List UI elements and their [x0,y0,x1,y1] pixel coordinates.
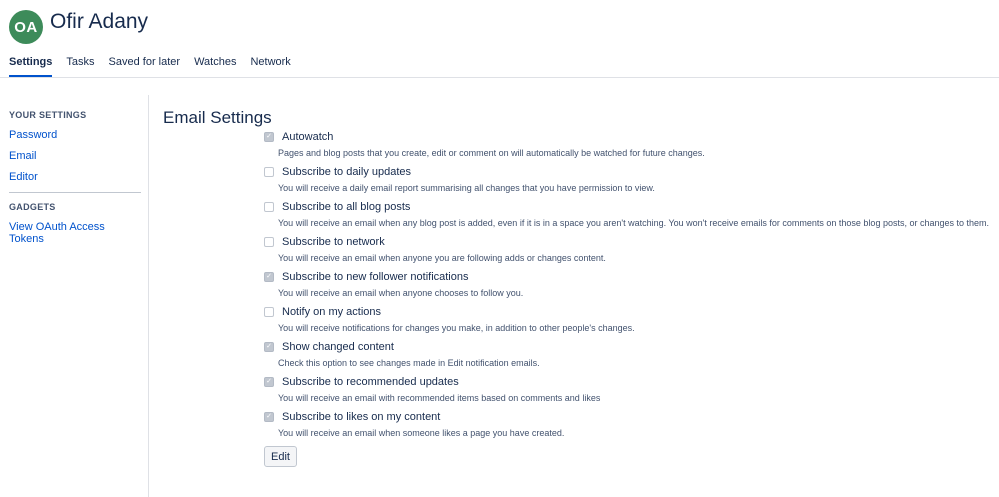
option-label[interactable]: Notify on my actions [282,306,382,318]
user-name: Ofir Adany [50,10,149,33]
sidebar-item-editor[interactable]: Editor [9,171,38,183]
option-checkbox[interactable] [264,132,274,142]
tabs-divider [0,77,999,78]
option-label[interactable]: Subscribe to network [282,236,385,248]
option-checkbox[interactable] [264,377,274,387]
email-option [263,129,989,164]
email-option [263,339,989,374]
option-description: You will receive a daily email report summarising all changes that you have permission to view. [278,183,655,193]
option-description: You will receive an email with recommended items based on comments and likes [278,393,601,403]
option-checkbox[interactable] [264,412,274,422]
option-checkbox[interactable] [264,237,274,247]
option-checkbox[interactable] [264,167,274,177]
profile-header [9,10,148,44]
option-description: Pages and blog posts that you create, edit or comment on will automatically be watched for future changes. [278,148,705,158]
option-checkbox[interactable] [264,202,274,212]
email-option [263,304,989,339]
option-row [263,199,989,215]
email-option [263,164,989,199]
checkmark-icon: ✓ [266,413,272,420]
option-label[interactable]: Show changed content [282,341,394,353]
checkmark-icon: ✓ [266,273,272,280]
option-row [263,374,989,390]
option-checkbox[interactable] [264,272,274,282]
option-description: You will receive an email when anyone you are following adds or changes content. [278,253,606,263]
tab-watches[interactable]: Watches [194,56,237,68]
checkmark-icon: ✓ [266,378,272,385]
page-title: Email Settings [163,108,272,127]
checkmark-icon: ✓ [266,343,272,350]
gadgets-heading: GADGETS [9,202,56,212]
email-option [263,199,989,234]
option-label[interactable]: Subscribe to recommended updates [282,376,459,388]
option-row [263,339,989,355]
option-description: You will receive an email when anyone chooses to follow you. [278,288,524,298]
option-row [263,129,989,145]
email-options-list [263,129,989,444]
tab-saved-for-later[interactable]: Saved for later [108,56,181,68]
checkmark-icon: ✓ [266,133,272,140]
email-option [263,409,989,444]
email-option [263,269,989,304]
sidebar-item-email[interactable]: Email [9,150,37,162]
tab-tasks[interactable]: Tasks [66,56,95,68]
option-checkbox[interactable] [264,342,274,352]
option-description: You will receive an email when any blog post is added, even if it is in a space you aren't watching. You won't receive emails for comments on those blog posts, or changes to them. [278,218,990,228]
sidebar-divider [9,192,141,193]
email-option [263,234,989,269]
option-label[interactable]: Subscribe to daily updates [282,166,412,178]
tab-network[interactable]: Network [250,56,291,68]
sidebar-separator [148,95,149,497]
option-label[interactable]: Autowatch [282,131,334,143]
sidebar-item-password[interactable]: Password [9,129,58,141]
option-description: You will receive notifications for changes you make, in addition to other people's changes. [278,323,635,333]
sidebar-item-oauth-tokens[interactable]: View OAuth Access Tokens [9,221,105,245]
option-checkbox[interactable] [264,307,274,317]
option-label[interactable]: Subscribe to new follower notifications [282,271,469,283]
option-description: Check this option to see changes made in Edit notification emails. [278,358,540,368]
settings-sidebar [9,104,141,245]
option-label[interactable]: Subscribe to likes on my content [282,411,441,423]
option-label[interactable]: Subscribe to all blog posts [282,201,411,213]
profile-tabs [9,52,305,77]
edit-button[interactable]: Edit [264,446,297,467]
your-settings-heading: YOUR SETTINGS [9,110,87,120]
avatar[interactable]: OA [9,10,43,44]
option-row [263,409,989,425]
email-option [263,374,989,409]
option-description: You will receive an email when someone likes a page you have created. [278,428,565,438]
tab-settings[interactable]: Settings [9,52,52,77]
option-row [263,269,989,285]
option-row [263,164,989,180]
option-row [263,234,989,250]
option-row [263,304,989,320]
